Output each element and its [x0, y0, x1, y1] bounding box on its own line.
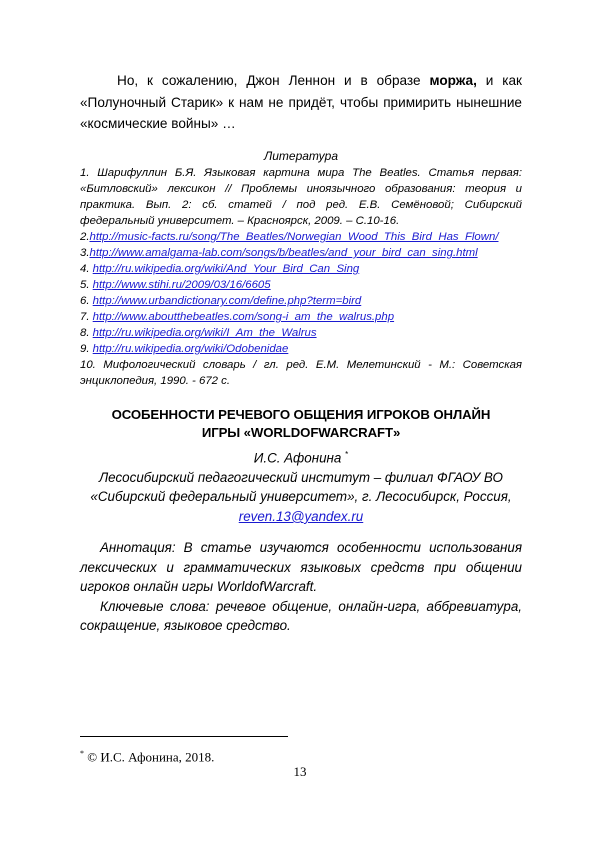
- reference-link-3[interactable]: http://www.amalgama-lab.com/songs/b/beatles/and_your_bird_can_sing.html: [89, 247, 478, 259]
- keywords-text: Ключевые слова: речевое общение, онлайн-игра, аббревиатура, сокращение, языковое средство.: [80, 598, 522, 633]
- page-number: 13: [293, 764, 307, 779]
- intro-text-start: Но, к сожалению, Джон Леннон и в образе: [117, 73, 430, 88]
- footnote-divider: [80, 736, 288, 737]
- abstract-block: [80, 538, 522, 636]
- reference-link-8[interactable]: http://ru.wikipedia.org/wiki/I_Am_the_Walrus: [92, 327, 317, 339]
- reference-link-6[interactable]: http://www.urbandictionary.com/define.php?term=bird: [92, 295, 362, 307]
- reference-item-4: 4. http://ru.wikipedia.org/wiki/And_Your_Bird_Can_Sing: [80, 263, 360, 275]
- article-title: [80, 406, 522, 442]
- author-footnote-mark: *: [345, 450, 349, 459]
- reference-item-5: 5. http://www.stihi.ru/2009/03/16/6605: [80, 279, 271, 291]
- abstract-text: Аннотация: В статье изучаются особенности использования лексических и грамматических языковых средств при общении игроков онлайн игры WorldofWarcraft.: [80, 540, 522, 594]
- reference-item-3: 3.http://www.amalgama-lab.com/songs/b/beatles/and_your_bird_can_sing.html: [80, 247, 478, 259]
- affiliation-line-1: Лесосибирский педагогический институт – филиал ФГАОУ ВО: [99, 469, 503, 485]
- reference-item-1: 1. Шарифуллин Б.Я. Языковая картина мира The Beatles. Статья первая: «Битловский» лексикон // Проблемы иноязычного образования: теория и практика. Вып. 2: сб. статей / под ред. Е.В. Семёновой; Сибирский федеральный университет. – Красноярск, 2009. – С.10-16.: [80, 167, 522, 227]
- footnote-text: © И.С. Афонина, 2018.: [84, 749, 215, 765]
- reference-link-2[interactable]: http://music-facts.ru/song/The_Beatles/Norwegian_Wood_This_Bird_Has_Flown/: [89, 231, 499, 243]
- reference-link-4[interactable]: http://ru.wikipedia.org/wiki/And_Your_Bird_Can_Sing: [92, 263, 360, 275]
- article-title-line-1: ОСОБЕННОСТИ РЕЧЕВОГО ОБЩЕНИЯ ИГРОКОВ ОНЛАЙН: [111, 407, 491, 422]
- intro-paragraph: [80, 70, 522, 135]
- author-line: [80, 445, 522, 468]
- reference-item-6: 6. http://www.urbandictionary.com/define.php?term=bird: [80, 295, 362, 307]
- author-email-link[interactable]: reven.13@yandex.ru: [238, 508, 364, 524]
- reference-item-10: 10. Мифологический словарь / гл. ред. Е.М. Мелетинский - М.: Советская энциклопедия, 1990. - 672 с.: [80, 359, 522, 387]
- reference-link-9[interactable]: http://ru.wikipedia.org/wiki/Odobenidae: [92, 343, 289, 355]
- reference-item-9: 9. http://ru.wikipedia.org/wiki/Odobenidae: [80, 343, 289, 355]
- reference-item-7: 7. http://www.aboutthebeatles.com/song-i_am_the_walrus.php: [80, 311, 395, 323]
- reference-list: [80, 165, 522, 389]
- reference-link-5[interactable]: http://www.stihi.ru/2009/03/16/6605: [92, 279, 271, 291]
- reference-item-8: 8. http://ru.wikipedia.org/wiki/I_Am_the_Walrus: [80, 327, 317, 339]
- literature-heading: Литература: [264, 149, 338, 163]
- author-name: И.С. Афонина: [253, 450, 342, 466]
- affiliation-line-2: «Сибирский федеральный университет», г. Лесосибирск, Россия,: [90, 489, 512, 505]
- intro-text-end: и как «Полуночный Старик» к нам не придёт, чтобы примирить нынешние «космические войны» …: [80, 73, 523, 131]
- footnote-mark: *: [80, 749, 84, 758]
- intro-bold-word: моржа,: [429, 73, 477, 88]
- footnote: [80, 746, 522, 765]
- reference-link-7[interactable]: http://www.aboutthebeatles.com/song-i_am_the_walrus.php: [92, 311, 395, 323]
- article-title-line-2: ИГРЫ «WORLDOFWARCRAFT»: [201, 425, 401, 440]
- email-line: [80, 507, 522, 527]
- author-block: [80, 445, 522, 526]
- reference-item-2: 2.http://music-facts.ru/song/The_Beatles/Norwegian_Wood_This_Bird_Has_Flown/: [80, 231, 499, 243]
